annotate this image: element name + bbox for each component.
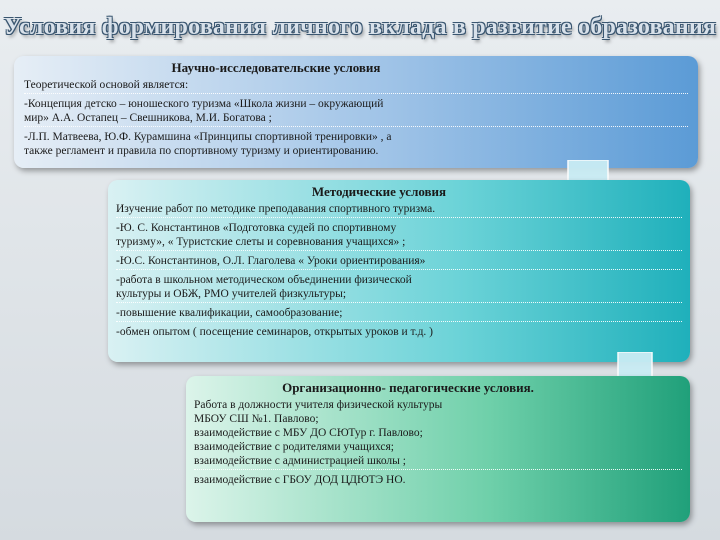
text-line: взаимодействие с МБУ ДО СЮТур г. Павлово; xyxy=(194,427,423,439)
paragraph xyxy=(194,473,682,487)
paragraph xyxy=(116,325,682,339)
text-line: взаимодействие с ГБОУ ДОД ЦДЮТЭ НО. xyxy=(194,474,406,486)
text-line: -повышение квалификации, самообразование; xyxy=(116,307,343,319)
paragraph xyxy=(24,130,688,158)
block-heading: Методические условия xyxy=(311,184,447,199)
paragraph xyxy=(24,97,688,127)
paragraph xyxy=(116,273,682,303)
text-line: -Л.П. Матвеева, Ю.Ф. Курамшина «Принципы спортивной тренировки» , а xyxy=(24,131,392,143)
text-line: Изучение работ по методике преподавания спортивного туризма. xyxy=(116,203,436,215)
text-line: -обмен опытом ( посещение семинаров, открытых уроков и т.д. ) xyxy=(116,326,433,338)
research-conditions-block xyxy=(14,56,698,168)
text-line: Теоретической основой является: xyxy=(24,79,189,91)
paragraph xyxy=(116,202,682,218)
text-line: -Концепция детско – юношеского туризма «Школа жизни – окружающий xyxy=(24,98,384,110)
text-line: также регламент и правила по спортивному туризму и ориентированию. xyxy=(24,145,379,157)
block-heading: Организационно- педагогические условия. xyxy=(282,380,534,395)
text-line: Работа в должности учителя физической культуры xyxy=(194,399,443,411)
text-line: туризму», « Туристские слеты и соревнования учащихся» ; xyxy=(116,236,406,248)
paragraph xyxy=(116,306,682,322)
text-line: -Ю.С. Константинов, О.Л. Глаголева « Уроки ориентирования» xyxy=(116,255,426,267)
block-heading: Научно-исследовательские условия xyxy=(171,60,381,75)
text-line: взаимодействие с администрацией школы ; xyxy=(194,455,406,467)
text-line: МБОУ СШ №1. Павлово; xyxy=(194,413,319,425)
paragraph xyxy=(24,78,688,94)
methodical-conditions-block xyxy=(108,180,690,362)
paragraph xyxy=(116,221,682,251)
paragraph xyxy=(116,254,682,270)
text-line: культуры и ОБЖ, РМО учителей физкультуры; xyxy=(116,288,347,300)
text-line: мир» А.А. Остапец – Свешникова, М.И. Богатова ; xyxy=(24,112,272,124)
text-line: -Ю. С. Константинов «Подготовка судей по спортивному xyxy=(116,222,397,234)
text-line: взаимодействие с родителями учащихся; xyxy=(194,441,395,453)
organizational-conditions-block xyxy=(186,376,690,522)
paragraph xyxy=(194,398,682,470)
page-title: Условия формирования личного вклада в развитие образования xyxy=(3,14,717,40)
text-line: -работа в школьном методическом объединении физической xyxy=(116,274,412,286)
